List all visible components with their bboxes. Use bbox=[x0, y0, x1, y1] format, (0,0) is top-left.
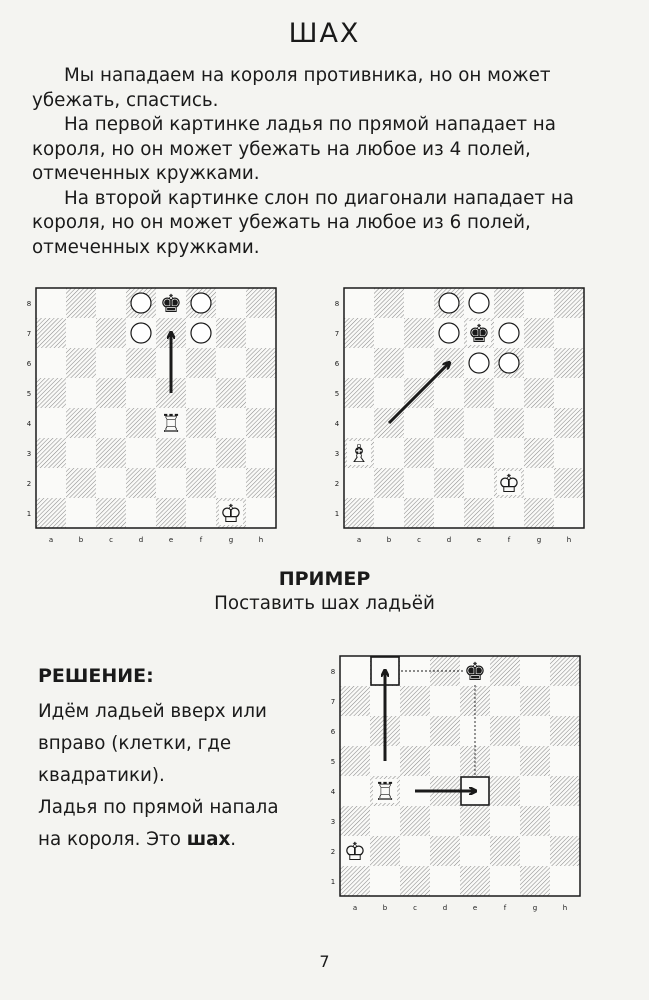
intro-paragraph: На первой картинке ладья по прямой нападает на короля, но он может убежать на любое из 4 полей, отмеченных кружками. bbox=[32, 114, 556, 184]
rank-label: 4 bbox=[26, 420, 32, 428]
dark-square bbox=[126, 408, 156, 438]
rank-label: 4 bbox=[330, 788, 336, 796]
dark-square bbox=[400, 806, 430, 836]
rank-label: 8 bbox=[330, 668, 336, 676]
dark-square bbox=[400, 866, 430, 896]
file-label: a bbox=[48, 536, 54, 544]
dark-square bbox=[156, 498, 186, 528]
escape-circle bbox=[191, 293, 211, 313]
file-label: b bbox=[78, 536, 84, 544]
dark-square bbox=[524, 438, 554, 468]
dark-square bbox=[490, 836, 520, 866]
dark-square bbox=[550, 776, 580, 806]
dark-square bbox=[520, 686, 550, 716]
rank-label: 8 bbox=[26, 300, 32, 308]
escape-circle bbox=[469, 293, 489, 313]
dark-square bbox=[96, 318, 126, 348]
dark-square bbox=[494, 288, 524, 318]
solution-emphasis: шах bbox=[186, 829, 231, 850]
dark-square bbox=[430, 716, 460, 746]
file-label: c bbox=[417, 536, 421, 544]
dark-square bbox=[520, 746, 550, 776]
dark-square bbox=[464, 498, 494, 528]
dark-square bbox=[494, 408, 524, 438]
solution-line: квадратики). bbox=[38, 765, 165, 786]
rank-label: 1 bbox=[26, 510, 32, 518]
solution-line: Идём ладьей вверх или bbox=[38, 701, 267, 722]
escape-circle bbox=[191, 323, 211, 343]
file-label: h bbox=[566, 536, 572, 544]
dark-square bbox=[370, 836, 400, 866]
file-label: h bbox=[562, 904, 568, 912]
escape-circle bbox=[469, 353, 489, 373]
file-label: e bbox=[168, 536, 174, 544]
escape-circle bbox=[439, 323, 459, 343]
white-king-icon: ♔ bbox=[219, 499, 243, 528]
dark-square bbox=[36, 378, 66, 408]
file-label: f bbox=[503, 904, 507, 912]
dark-square bbox=[554, 468, 584, 498]
dark-square bbox=[464, 378, 494, 408]
rank-label: 6 bbox=[334, 360, 340, 368]
dark-square bbox=[340, 686, 370, 716]
rank-label: 3 bbox=[330, 818, 336, 826]
dark-square bbox=[460, 806, 490, 836]
dark-square bbox=[126, 348, 156, 378]
example-task: Поставить шах ладьёй bbox=[214, 593, 435, 614]
dark-square bbox=[550, 836, 580, 866]
file-label: f bbox=[507, 536, 511, 544]
dark-square bbox=[344, 378, 374, 408]
dark-square bbox=[490, 716, 520, 746]
rank-label: 7 bbox=[334, 330, 340, 338]
file-label: h bbox=[258, 536, 264, 544]
file-label: a bbox=[352, 904, 358, 912]
dark-square bbox=[66, 408, 96, 438]
solution-heading: РЕШЕНИЕ: bbox=[38, 665, 154, 687]
dark-square bbox=[340, 866, 370, 896]
dark-square bbox=[430, 836, 460, 866]
chessboard-diagram bbox=[326, 650, 606, 925]
file-label: d bbox=[138, 536, 144, 544]
black-king-icon: ♚ bbox=[467, 319, 491, 348]
rank-label: 6 bbox=[330, 728, 336, 736]
dark-square bbox=[186, 348, 216, 378]
dark-square bbox=[66, 348, 96, 378]
page-title: ШАХ bbox=[288, 18, 361, 49]
rank-label: 1 bbox=[334, 510, 340, 518]
dark-square bbox=[400, 686, 430, 716]
dark-square bbox=[216, 318, 246, 348]
white-bishop-icon: ♗ bbox=[347, 439, 371, 468]
file-label: e bbox=[472, 904, 478, 912]
white-rook-icon: ♖ bbox=[373, 777, 397, 806]
dark-square bbox=[216, 378, 246, 408]
dark-square bbox=[216, 438, 246, 468]
dark-square bbox=[520, 806, 550, 836]
white-rook-icon: ♖ bbox=[159, 409, 183, 438]
escape-circle bbox=[439, 293, 459, 313]
dark-square bbox=[126, 468, 156, 498]
solution-line: вправо (клетки, где bbox=[38, 733, 232, 754]
escape-circle bbox=[499, 353, 519, 373]
dark-square bbox=[524, 318, 554, 348]
dark-square bbox=[66, 468, 96, 498]
rank-label: 2 bbox=[330, 848, 336, 856]
page-number: 7 bbox=[319, 952, 330, 971]
dark-square bbox=[554, 408, 584, 438]
rank-label: 8 bbox=[334, 300, 340, 308]
chessboard-example-solution bbox=[326, 650, 606, 925]
dark-square bbox=[490, 776, 520, 806]
solution-line bbox=[38, 824, 308, 856]
dark-square bbox=[520, 866, 550, 896]
solution-text: на короля. Это bbox=[38, 829, 187, 850]
chessboard-diagram bbox=[22, 282, 302, 557]
dark-square bbox=[186, 468, 216, 498]
rank-label: 7 bbox=[26, 330, 32, 338]
chessboard-bishop-check bbox=[330, 282, 610, 557]
dark-square bbox=[524, 378, 554, 408]
rank-label: 2 bbox=[26, 480, 32, 488]
dark-square bbox=[36, 438, 66, 468]
dark-square bbox=[554, 288, 584, 318]
dark-square bbox=[404, 318, 434, 348]
dark-square bbox=[550, 656, 580, 686]
file-label: c bbox=[413, 904, 417, 912]
solution-end: . bbox=[230, 829, 237, 850]
dark-square bbox=[344, 318, 374, 348]
dark-square bbox=[36, 318, 66, 348]
dark-square bbox=[374, 348, 404, 378]
file-label: f bbox=[199, 536, 203, 544]
rank-label: 4 bbox=[334, 420, 340, 428]
rank-label: 3 bbox=[26, 450, 32, 458]
file-label: g bbox=[228, 536, 234, 544]
file-label: d bbox=[446, 536, 452, 544]
rank-label: 2 bbox=[334, 480, 340, 488]
intro-paragraph: Мы нападаем на короля противника, но он может убежать, спастись. bbox=[32, 65, 551, 111]
dark-square bbox=[434, 468, 464, 498]
file-label: g bbox=[532, 904, 538, 912]
solution-block bbox=[38, 660, 308, 856]
dark-square bbox=[186, 408, 216, 438]
dark-square bbox=[490, 656, 520, 686]
dark-square bbox=[36, 498, 66, 528]
dark-square bbox=[460, 866, 490, 896]
dark-square bbox=[96, 498, 126, 528]
dark-square bbox=[524, 498, 554, 528]
rank-label: 5 bbox=[334, 390, 340, 398]
dark-square bbox=[156, 438, 186, 468]
dark-square bbox=[554, 348, 584, 378]
dark-square bbox=[246, 288, 276, 318]
file-label: g bbox=[536, 536, 542, 544]
dark-square bbox=[404, 498, 434, 528]
dark-square bbox=[246, 348, 276, 378]
dark-square bbox=[66, 288, 96, 318]
file-label: e bbox=[476, 536, 482, 544]
file-label: b bbox=[382, 904, 388, 912]
rank-label: 7 bbox=[330, 698, 336, 706]
file-label: a bbox=[356, 536, 362, 544]
escape-circle bbox=[131, 293, 151, 313]
white-king-icon: ♔ bbox=[343, 837, 367, 866]
file-label: b bbox=[386, 536, 392, 544]
black-king-icon: ♚ bbox=[159, 289, 183, 318]
dark-square bbox=[374, 468, 404, 498]
dark-square bbox=[550, 716, 580, 746]
black-king-icon: ♚ bbox=[463, 657, 487, 686]
chessboard-rook-check bbox=[22, 282, 302, 557]
dark-square bbox=[340, 746, 370, 776]
file-label: c bbox=[109, 536, 113, 544]
dark-square bbox=[96, 438, 126, 468]
dark-square bbox=[400, 746, 430, 776]
rank-label: 1 bbox=[330, 878, 336, 886]
dark-square bbox=[374, 288, 404, 318]
dark-square bbox=[434, 408, 464, 438]
intro-text bbox=[32, 64, 622, 260]
dark-square bbox=[96, 378, 126, 408]
solution-line: Ладья по прямой напала bbox=[38, 797, 279, 818]
dark-square bbox=[340, 806, 370, 836]
rank-label: 5 bbox=[330, 758, 336, 766]
dark-square bbox=[404, 438, 434, 468]
rank-label: 5 bbox=[26, 390, 32, 398]
dark-square bbox=[344, 498, 374, 528]
file-label: d bbox=[442, 904, 448, 912]
dark-square bbox=[464, 438, 494, 468]
rank-label: 6 bbox=[26, 360, 32, 368]
dark-square bbox=[246, 468, 276, 498]
chessboard-diagram bbox=[330, 282, 610, 557]
dark-square bbox=[246, 408, 276, 438]
escape-circle bbox=[131, 323, 151, 343]
example-title: ПРИМЕР bbox=[278, 568, 371, 590]
white-king-icon: ♔ bbox=[497, 469, 521, 498]
rank-label: 3 bbox=[334, 450, 340, 458]
escape-circle bbox=[499, 323, 519, 343]
intro-paragraph: На второй картинке слон по диагонали нападает на короля, но он может убежать на любое из 6 полей, отмеченных кружками. bbox=[32, 187, 574, 258]
